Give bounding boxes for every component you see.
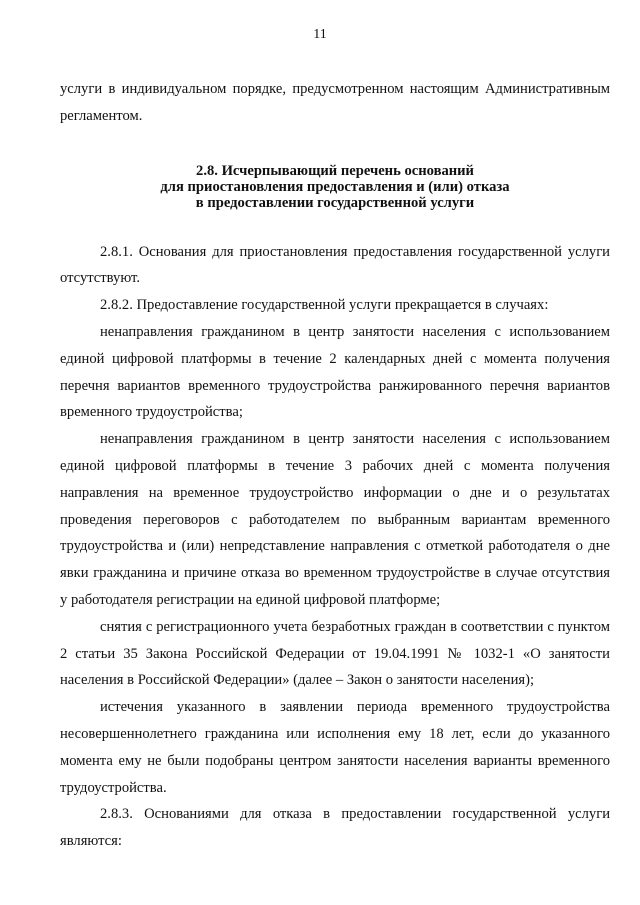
section-heading-line-1: 2.8. Исчерпывающий перечень оснований bbox=[196, 162, 474, 179]
paragraph-2-8-3: 2.8.3. Основаниями для отказа в предоставлении государственной услуги являются: bbox=[60, 806, 610, 850]
list-item-deregistration: снятия с регистрационного учета безработных граждан в соответствии с пунктом 2 статьи 35 Закона Российской Федерации от 19.04.1991 № 1032-1 «О занятости населения в Российской Федерации» (далее – Закон о занятости населения); bbox=[60, 618, 610, 689]
paragraph-2-8-2: 2.8.2. Предоставление государственной услуги прекращается в случаях: bbox=[100, 297, 549, 314]
section-heading-line-2: для приостановления предоставления и (или) отказа bbox=[160, 178, 510, 195]
list-item-period-expiry: истечения указанного в заявлении периода временного трудоустройства несовершеннолетнего гражданина или исполнения ему 18 лет, если до указанного момента ему не были подобраны центром занятости населения варианты временного трудоустройства. bbox=[60, 699, 610, 796]
page-number: 11 bbox=[313, 27, 327, 42]
list-item-non-submission-2-days: ненаправления гражданином в центр занятости населения с использованием единой цифровой платформы в течение 2 календарных дней с момента получения перечня вариантов временного трудоустройства ранжированного перечня вариантов временного трудоустройства; bbox=[60, 323, 610, 421]
paragraph-2-8-1: 2.8.1. Основания для приостановления предоставления государственной услуги отсутствуют. bbox=[60, 243, 610, 287]
document-body bbox=[60, 76, 610, 855]
intro-paragraph: услуги в индивидуальном порядке, предусмотренном настоящим Административным регламентом. bbox=[60, 81, 610, 124]
list-item-non-submission-3-days: ненаправления гражданином в центр занятости населения с использованием единой цифровой платформы в течение 3 рабочих дней с момента получения направления на временное трудоустройство информации о дне и о результатах проведения переговоров с работодателем по выбранным вариантам временного трудоустройства и (или) непредставление направления с отметкой работодателя о дне явки гражданина и причине отказа во временном трудоустройстве в случае отсутствия у работодателя регистрации на единой цифровой платформе; bbox=[60, 431, 610, 608]
section-heading bbox=[60, 163, 610, 211]
section-heading-line-3: в предоставлении государственной услуги bbox=[195, 194, 475, 211]
